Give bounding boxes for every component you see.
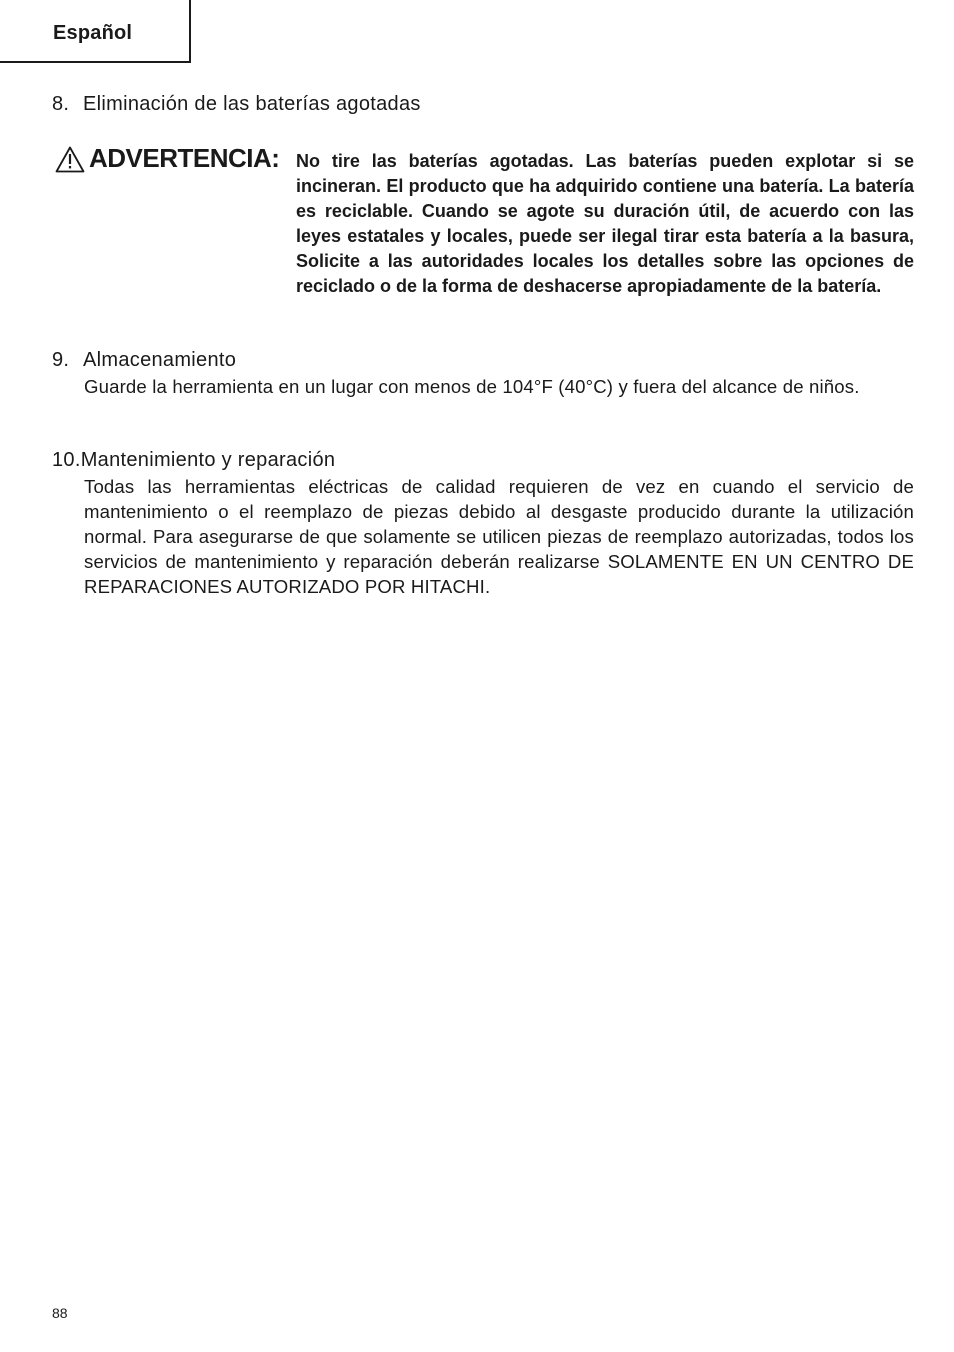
section-10-heading [52, 449, 335, 472]
section-10-text: Todas las herramientas eléctricas de calidad requieren de vez en cuando el servicio de mantenimiento o el reemplazo de piezas debido al desgaste producido durante la utilización normal. Para asegurarse de que solamente se utilicen piezas de reemplazo autorizadas, todos los servicios de mantenimiento y reparación deberán realizarse SOLAMENTE EN UN CENTRO DE REPARACIONES AUTORIZADO POR HITACHI. [84, 476, 914, 597]
warning-triangle-icon [55, 146, 85, 173]
section-9-heading [52, 349, 236, 372]
section-10-number: 10. [52, 449, 81, 471]
language-label: Español [53, 22, 133, 44]
page-number: 88 [52, 1305, 68, 1321]
section-8-heading [52, 93, 421, 116]
warning-text: No tire las baterías agotadas. Las baterías pueden explotar si se incineran. El producto que ha adquirido contiene una batería. La batería es reciclable. Cuando se agote su duración útil, de acuerdo con las leyes estatales y locales, puede ser ilegal tirar esta batería a la basura, Solicite a las autoridades locales los detalles sobre las opciones de reciclado o de la forma de deshacerse apropiadamente de la batería. [296, 151, 914, 296]
section-9-text: Guarde la herramienta en un lugar con menos de 104°F (40°C) y fuera del alcance de niños. [84, 376, 860, 397]
section-8-title: Eliminación de las baterías agotadas [83, 93, 421, 115]
warning-label: ADVERTENCIA: [89, 143, 280, 173]
section-10-title: Mantenimiento y reparación [80, 449, 336, 471]
section-9-number: 9. [52, 349, 70, 371]
section-8-number: 8. [52, 93, 70, 115]
section-9-title: Almacenamiento [83, 349, 237, 371]
